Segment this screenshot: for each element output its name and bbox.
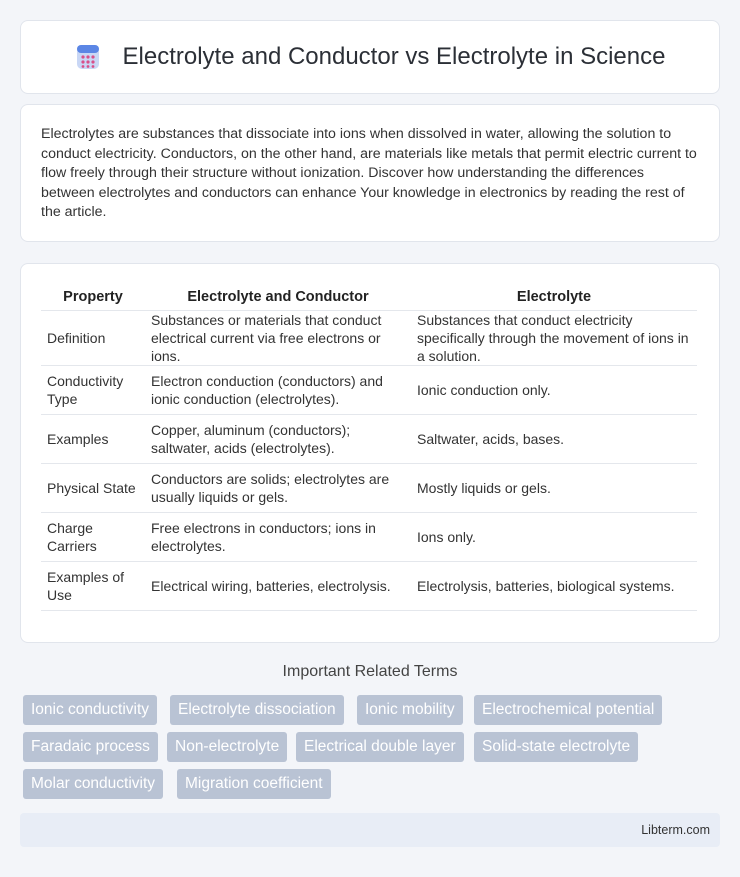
related-term-tag[interactable]: Electrolyte dissociation (170, 695, 344, 725)
column-header: Electrolyte (411, 284, 697, 310)
comparison-table-card (20, 263, 720, 643)
table-cell: Copper, aluminum (conductors); saltwater, acids (electrolytes). (145, 414, 411, 463)
table-cell: Conductivity Type (41, 365, 145, 414)
footer (20, 813, 720, 847)
table-cell: Electron conduction (conductors) and ionic conduction (electrolytes). (145, 365, 411, 414)
page-title: Electrolyte and Conductor vs Electrolyte in Science (122, 43, 666, 70)
table-cell: Ionic conduction only. (411, 365, 697, 414)
related-term-tag[interactable]: Faradaic process (23, 732, 158, 762)
table-row (41, 512, 697, 561)
table-row (41, 365, 697, 414)
related-terms-title: Important Related Terms (282, 663, 458, 680)
table-cell: Definition (41, 310, 145, 365)
table-cell: Electrolysis, batteries, biological systems. (411, 561, 697, 610)
column-header: Property (41, 284, 145, 310)
table-cell: Examples (41, 414, 145, 463)
comparison-table (41, 284, 697, 611)
table-cell: Ions only. (411, 512, 697, 561)
column-header: Electrolyte and Conductor (145, 284, 411, 310)
related-term-tag[interactable]: Ionic conductivity (23, 695, 157, 725)
calculator-icon (75, 44, 101, 70)
table-cell: Conductors are solids; electrolytes are usually liquids or gels. (145, 463, 411, 512)
intro-text: Electrolytes are substances that dissociate into ions when dissolved in water, allowing the solution to conduct electricity. Conductors, on the other hand, are materials like metals that permit electric current to flow freely through their structure without ionization. Discover how understanding the differences between electrolytes and conductors can enhance Your knowledge in electronics by reading the rest of the article. (41, 126, 697, 221)
table-cell: Examples of Use (41, 561, 145, 610)
table-cell: Substances or materials that conduct electrical current via free electrons or ions. (145, 310, 411, 365)
related-term-tag[interactable]: Molar conductivity (23, 769, 163, 799)
table-cell: Substances that conduct electricity specifically through the movement of ions in a solution. (411, 310, 697, 365)
related-term-tag[interactable]: Electrochemical potential (474, 695, 662, 725)
table-row (41, 310, 697, 365)
table-cell: Mostly liquids or gels. (411, 463, 697, 512)
table-cell: Charge Carriers (41, 512, 145, 561)
footer-site-link[interactable]: Libterm.com (641, 823, 710, 837)
table-row (41, 414, 697, 463)
table-cell: Free electrons in conductors; ions in electrolytes. (145, 512, 411, 561)
header-card (20, 20, 720, 94)
table-row (41, 561, 697, 610)
intro-card (20, 104, 720, 242)
table-cell: Electrical wiring, batteries, electrolysis. (145, 561, 411, 610)
table-cell: Physical State (41, 463, 145, 512)
related-term-tag[interactable]: Migration coefficient (177, 769, 331, 799)
related-term-tag[interactable]: Ionic mobility (357, 695, 463, 725)
related-term-tag[interactable]: Electrical double layer (296, 732, 464, 762)
related-term-tag[interactable]: Solid-state electrolyte (474, 732, 638, 762)
related-term-tag[interactable]: Non-electrolyte (167, 732, 287, 762)
table-row (41, 463, 697, 512)
table-cell: Saltwater, acids, bases. (411, 414, 697, 463)
